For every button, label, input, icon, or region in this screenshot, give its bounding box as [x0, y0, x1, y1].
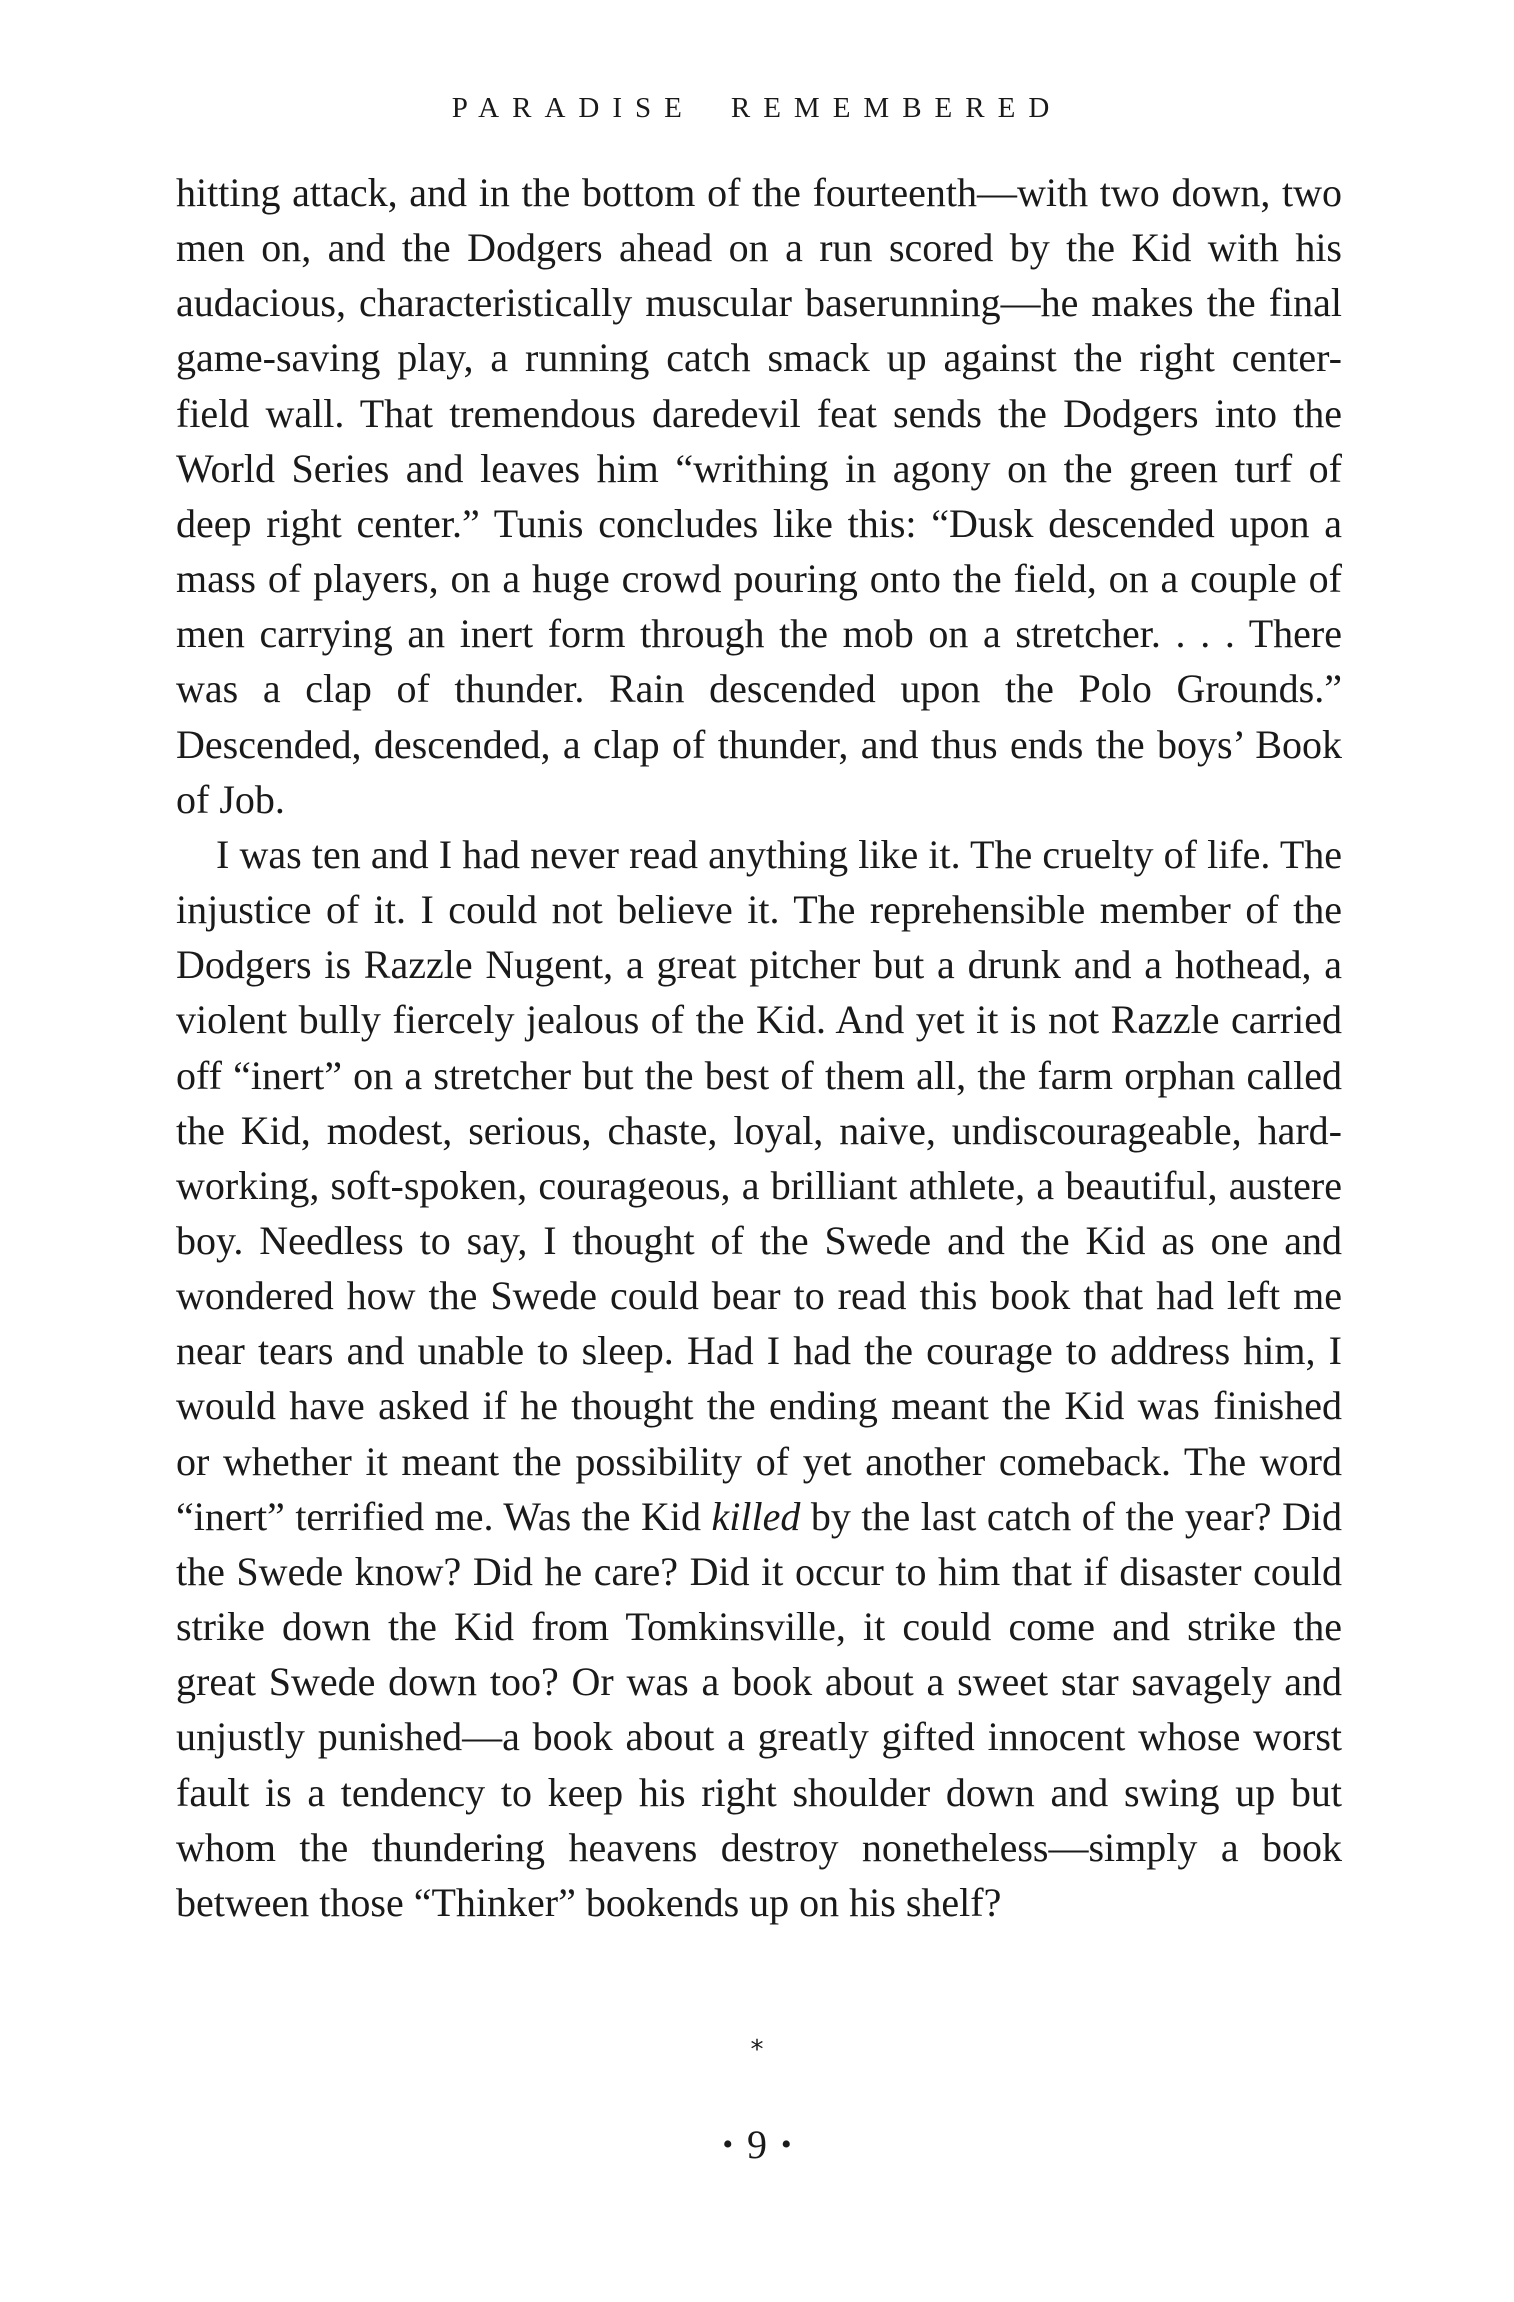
paragraph-2-emphasis: killed — [711, 1493, 801, 1539]
page-number: 9 — [747, 2122, 767, 2167]
page-number-footer — [0, 2120, 1514, 2170]
paragraph-2-part-1: I was ten and I had never read anything like it. The cruelty of life. The injustice of it. I could not believe it. The reprehensible member of the Dodgers is Razzle Nugent, a great pitcher but a drunk and a hothead, a violent bully fiercely jealous of the Kid. And yet it is not Razzle carried off “inert” on a stretcher but the best of them all, the farm orphan called the Kid, modest, serious, chaste, loyal, naive, undiscourageable, hard-working, soft-spoken, courageous, a brilliant athlete, a beautiful, austere boy. Needless to say, I thought of the Swede and the Kid as one and wondered how the Swede could bear to read this book that had left me near tears and unable to sleep. Had I had the courage to address him, I would have asked if he thought the ending meant the Kid was finished or whether it meant the possibility of yet another comeback. The word “inert” terrified me. Was the Kid — [176, 831, 1342, 1539]
paragraph-1: hitting attack, and in the bottom of the fourteenth—with two down, two men on, and the Dodgers ahead on a run scored by the Kid with his audacious, characteristically muscular baserunning—he makes the final game-saving play, a running catch smack up against the right center-field wall. That tremendous daredevil feat sends the Dodgers into the World Series and leaves him “writhing in agony on the green turf of deep right center.” Tunis concludes like this: “Dusk descended upon a mass of players, on a huge crowd pouring onto the field, on a couple of men carrying an inert form through the mob on a stretcher. . . . There was a clap of thunder. Rain descended upon the Polo Grounds.” Descended, descended, a clap of thunder, and thus ends the boys’ Book of Job. — [176, 170, 1342, 822]
folio-ornament-left: • — [722, 2128, 733, 2161]
running-head-word-1: PARADISE — [451, 92, 695, 124]
running-head-word-2: REMEMBERED — [730, 92, 1063, 124]
folio-ornament-right: • — [781, 2128, 792, 2161]
running-head — [0, 88, 1514, 128]
section-break: * — [750, 2035, 764, 2065]
paragraph-2-part-2: by the last catch of the year? Did the Swede know? Did he care? Did it occur to him that if disaster could strike down the Kid from Tomkinsville, it could come and strike the great Swede down too? Or was a book about a sweet star savagely and unjustly punished—a book about a greatly gifted innocent whose worst fault is a tendency to keep his right shoulder down and swing up but whom the thundering heavens destroy nonetheless—simply a book between those “Thinker” bookends up on his shelf? — [176, 1493, 1343, 1925]
paragraph-2 — [176, 827, 1342, 1930]
body-text — [176, 165, 1342, 1930]
